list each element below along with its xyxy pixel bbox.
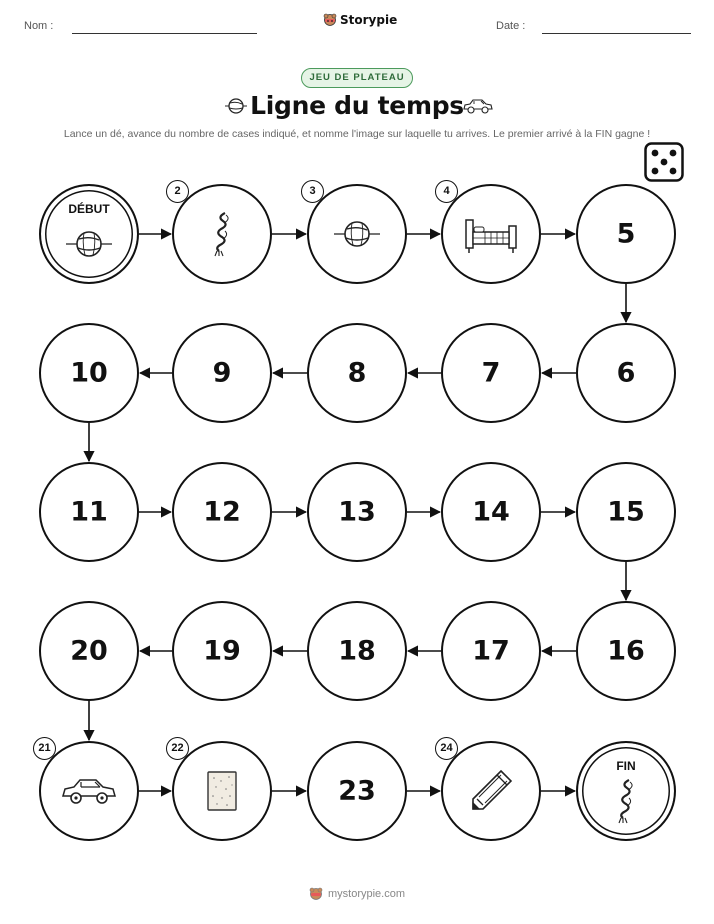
space-number-badge: 4 bbox=[435, 180, 458, 203]
board-space[interactable] bbox=[39, 462, 139, 562]
space-number: 9 bbox=[212, 357, 232, 389]
board-space[interactable] bbox=[441, 184, 541, 284]
space-number: 16 bbox=[607, 635, 645, 667]
car-icon bbox=[60, 774, 118, 813]
space-number-badge: 22 bbox=[166, 737, 189, 760]
bread-slice-icon bbox=[205, 769, 239, 818]
board-space[interactable] bbox=[576, 601, 676, 701]
game-type-tag: JEU DE PLATEAU bbox=[301, 68, 413, 88]
space-number: 10 bbox=[70, 357, 108, 389]
space-number: 18 bbox=[338, 635, 376, 667]
footer bbox=[0, 887, 714, 901]
space-label: FIN bbox=[616, 759, 636, 773]
brand-name: Storypie bbox=[340, 13, 398, 27]
space-label: DÉBUT bbox=[68, 202, 110, 216]
space-number-badge: 21 bbox=[33, 737, 56, 760]
instructions: Lance un dé, avance du nombre de cases indiqué, et nomme l'image sur laquelle tu arrives. Le premier arrivé à la FIN gagne ! bbox=[63, 128, 651, 140]
space-number: 19 bbox=[203, 635, 241, 667]
mascot-icon bbox=[309, 887, 323, 901]
space-number-badge: 2 bbox=[166, 180, 189, 203]
pencil-icon bbox=[467, 767, 515, 820]
board-space[interactable] bbox=[39, 601, 139, 701]
board-space[interactable] bbox=[441, 601, 541, 701]
board-space[interactable] bbox=[441, 323, 541, 423]
ball-icon bbox=[332, 219, 382, 254]
board-space[interactable] bbox=[307, 462, 407, 562]
board-space[interactable] bbox=[172, 741, 272, 841]
space-number: 17 bbox=[472, 635, 510, 667]
board-space[interactable] bbox=[576, 323, 676, 423]
board-space[interactable] bbox=[39, 741, 139, 841]
board-space[interactable] bbox=[39, 323, 139, 423]
space-number: 7 bbox=[481, 357, 501, 389]
space-number: 5 bbox=[616, 218, 636, 250]
board-space[interactable] bbox=[172, 184, 272, 284]
space-number-badge: 24 bbox=[435, 737, 458, 760]
board-space[interactable] bbox=[576, 184, 676, 284]
board-space[interactable] bbox=[307, 323, 407, 423]
board-space[interactable] bbox=[172, 462, 272, 562]
ball-icon bbox=[64, 229, 114, 264]
braid-icon bbox=[211, 211, 233, 262]
space-number: 23 bbox=[338, 775, 376, 807]
space-number: 8 bbox=[347, 357, 367, 389]
name-label: Nom : bbox=[24, 20, 54, 32]
space-number: 15 bbox=[607, 496, 645, 528]
board-space[interactable] bbox=[172, 601, 272, 701]
space-number: 6 bbox=[616, 357, 636, 389]
space-number: 12 bbox=[203, 496, 241, 528]
space-number: 11 bbox=[70, 496, 108, 528]
board-space[interactable] bbox=[172, 323, 272, 423]
finish-space[interactable] bbox=[576, 741, 676, 841]
board-space[interactable] bbox=[441, 462, 541, 562]
space-number: 13 bbox=[338, 496, 376, 528]
bed-icon bbox=[463, 214, 519, 259]
space-number: 20 bbox=[70, 635, 108, 667]
footer-site[interactable]: mystorypie.com bbox=[327, 888, 406, 900]
space-number: 14 bbox=[472, 496, 510, 528]
board-space[interactable] bbox=[576, 462, 676, 562]
start-space[interactable] bbox=[39, 184, 139, 284]
board-space[interactable] bbox=[307, 741, 407, 841]
board-space[interactable] bbox=[441, 741, 541, 841]
board-space[interactable] bbox=[307, 184, 407, 284]
date-label: Date : bbox=[496, 20, 526, 32]
page-title: Ligne du temps bbox=[250, 91, 464, 120]
braid-icon bbox=[615, 778, 637, 829]
space-number-badge: 3 bbox=[301, 180, 324, 203]
board-space[interactable] bbox=[307, 601, 407, 701]
